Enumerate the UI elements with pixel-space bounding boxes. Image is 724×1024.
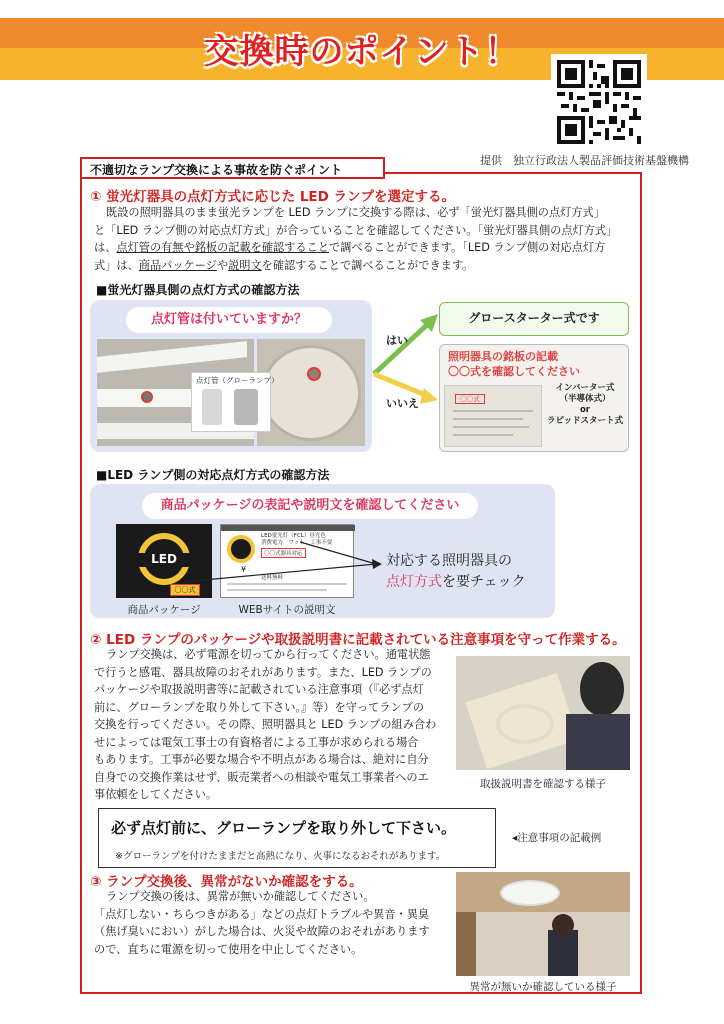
- notice-main-text: 必ず点灯前に、グローランプを取り外して下さい。: [111, 819, 457, 837]
- manual-check-caption: 取扱説明書を確認する様子: [480, 778, 606, 790]
- section1-line4: 式」は、商品パッケージや説明文を確認することで調べることができます。: [94, 258, 474, 272]
- provider-credit: 提供 独立行政法人製品評価技術基盤機構: [480, 154, 689, 167]
- subheading-fixture-method: ■蛍光灯器具側の点灯方式の確認方法: [96, 283, 300, 297]
- post-check-photo: [456, 872, 630, 976]
- web-price: ¥: [241, 565, 247, 574]
- section2-text: ランプ交換は、必ず電源を切ってから行ってください。通電状態 で行うと感電、器具故障のおそれがあります。また、LED ランプの パッケージや取扱説明書等に記載されている注意事項（『必ず点灯 前に、グローランプを取り外して下さい。』等）を守ってランプの 交換を行ってください。その際、照明器具と LED ランプの組み合わ せによっては電気工事士の有資格者による工事が求められる場合 もあります。工事が必要な場合や不明点がある場合は、絶対に自分 自身での交換作業はせず、販売業者への相談や電気工事業者へのエ 事依頼をしてください。: [94, 648, 437, 801]
- post-check-caption: 異常が無いか確認している様子: [469, 981, 617, 993]
- lighting-methods: インバーター式 （半導体式） or ラピッドスタート式: [546, 383, 624, 426]
- web-caption: WEBサイトの説明文: [238, 604, 336, 616]
- section3-text: ランプ交換の後は、異常が無いか確認してください。 「点灯しない・ちらつきがある」などの点灯トラブルや異音・異臭 （焦げ臭いにおい）がした場合は、火災や故障のおそれがあります ので、直ちに電源を切って使用を中止してください。: [94, 890, 430, 956]
- section1-heading: ① 蛍光灯器具の点灯方式に応じた LED ランプを選定する。: [90, 189, 456, 205]
- section2-heading: ② LED ランプのパッケージや取扱説明書に記載されている注意事項を守って作業する。: [90, 632, 626, 648]
- glow-lamp-label: 点灯管（グローランプ）: [196, 376, 279, 385]
- package-caption: 商品パッケージ: [127, 604, 201, 616]
- glow-lamp-icon-2: [234, 389, 258, 425]
- section1-line2: と「LED ランプ側の対応点灯方式」が合っていることを確認してください。「蛍光灯器具側の点灯方式」: [94, 223, 618, 237]
- package-tag: 〇〇式: [170, 584, 200, 596]
- yes-label: はい: [386, 334, 408, 347]
- branch-arrows: [372, 312, 442, 408]
- web-text-1: LED蛍光灯（FCL）昼光色 消費電力 ワット 工事不要: [261, 533, 333, 546]
- frame-label: 不適切なランプ交換による事故を防ぐポイント: [80, 157, 385, 179]
- package-question-pill: 商品パッケージの表記や説明文を確認してください: [142, 493, 478, 519]
- subheading-led-method: ■LED ランプ側の対応点灯方式の確認方法: [96, 468, 330, 482]
- web-text-2: 送料無料: [261, 575, 284, 581]
- page-title: 交換時のポイント！: [204, 32, 520, 72]
- nameplate-tag: 〇〇式: [455, 394, 485, 404]
- section1-line3: は、点灯管の有無や銘板の記載を確認することで調べることができます。「LED ランプ側の対応点灯方: [94, 241, 606, 254]
- notice-example-label: ◂注意事項の記載例: [512, 832, 602, 844]
- section1-text: [94, 204, 634, 274]
- manual-check-photo: [456, 656, 630, 770]
- qr-code[interactable]: [551, 54, 647, 146]
- web-tag: 〇〇式器具対応: [261, 548, 306, 558]
- question-pill: 点灯管は付いていますか？: [126, 307, 332, 333]
- glow-lamp-marker-icon-2: [307, 367, 321, 381]
- round-fixture-photo: [257, 339, 365, 446]
- nameplate-photo: [444, 385, 542, 447]
- pointer-arrows: [180, 536, 390, 592]
- notice-box: [98, 808, 496, 868]
- glow-lamp-marker-icon: [141, 391, 153, 403]
- led-label: LED: [151, 552, 177, 566]
- glow-lamp-card: [191, 372, 279, 432]
- section1-line1: 既設の照明器具のまま蛍光ランプを LED ランプに交換する際は、必ず「蛍光灯器具側の点灯方式」: [106, 206, 605, 219]
- qr-code-icon: [557, 60, 641, 144]
- nameplate-box: [439, 344, 629, 452]
- glow-lamp-icon: [202, 389, 222, 425]
- no-label: いいえ: [386, 397, 419, 410]
- glow-starter-result: グロースターター式です: [439, 302, 629, 336]
- section3-heading: ③ ランプ交換後、異常がないか確認をする。: [90, 874, 363, 890]
- notice-sub-text: ※グローランプを付けたままだと高熱になり、火事になるおそれがあります。: [115, 851, 446, 862]
- nameplate-title: 照明器具の銘板の記載 〇〇式を確認してください: [448, 350, 580, 378]
- check-message: 対応する照明器具の 点灯方式を要チェック: [386, 553, 526, 590]
